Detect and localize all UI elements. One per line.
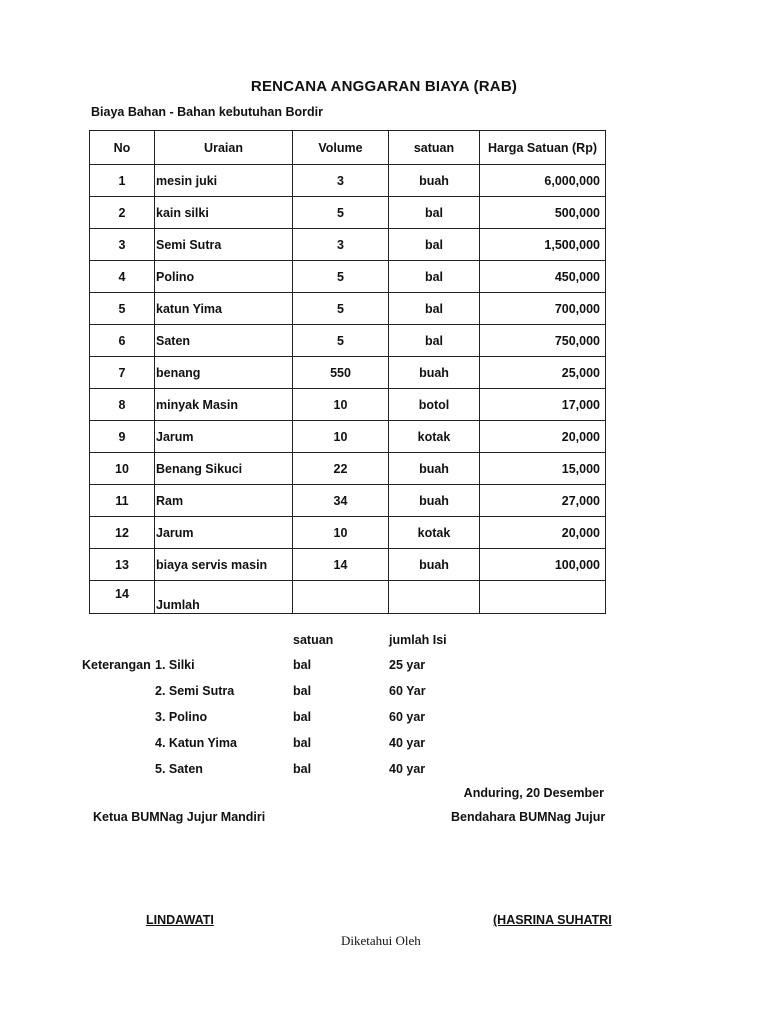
- cell-uraian: Semi Sutra: [155, 229, 293, 261]
- cell-no: 3: [90, 229, 155, 261]
- table-row: [90, 421, 606, 453]
- cell-harga: 27,000: [480, 485, 606, 517]
- cell-satuan: bal: [389, 197, 480, 229]
- cell-no: 7: [90, 357, 155, 389]
- cell-no: 1: [90, 165, 155, 197]
- cell-volume: 10: [293, 421, 389, 453]
- cell-volume: 5: [293, 261, 389, 293]
- cell-satuan: bal: [389, 293, 480, 325]
- cell-uraian: Ram: [155, 485, 293, 517]
- cell-uraian: mesin juki: [155, 165, 293, 197]
- table-total-row: [90, 581, 606, 614]
- place-date: Anduring, 20 Desember: [463, 786, 604, 800]
- table-header-row: [90, 131, 606, 165]
- cell-volume: 550: [293, 357, 389, 389]
- ket-isi: 25 yar: [389, 658, 426, 672]
- cell-volume: 5: [293, 293, 389, 325]
- cell-volume: 5: [293, 325, 389, 357]
- cell-uraian: Saten: [155, 325, 293, 357]
- cell-volume: 3: [293, 165, 389, 197]
- cell-uraian: minyak Masin: [155, 389, 293, 421]
- header-volume: Volume: [293, 131, 389, 165]
- cell-no: 6: [90, 325, 155, 357]
- ket-satuan: bal: [293, 762, 312, 776]
- cell-harga: 25,000: [480, 357, 606, 389]
- cell-harga: 100,000: [480, 549, 606, 581]
- cell-satuan: buah: [389, 485, 480, 517]
- cell-harga: 1,500,000: [480, 229, 606, 261]
- cell-harga: 500,000: [480, 197, 606, 229]
- cell-satuan: botol: [389, 389, 480, 421]
- ket-satuan: bal: [293, 658, 312, 672]
- ket-satuan: bal: [293, 710, 312, 724]
- total-amount: [480, 581, 606, 614]
- cell-satuan: bal: [389, 325, 480, 357]
- ket-item: 2. Semi Sutra: [155, 684, 235, 698]
- ket-satuan: bal: [293, 736, 312, 750]
- table-row: [90, 261, 606, 293]
- cell-volume: 10: [293, 517, 389, 549]
- cell-no: 13: [90, 549, 155, 581]
- cell-uraian: kain silki: [155, 197, 293, 229]
- cell-no: 10: [90, 453, 155, 485]
- left-signer-name: LINDAWATI: [146, 913, 214, 927]
- table-row: [90, 229, 606, 261]
- cell-no: 11: [90, 485, 155, 517]
- cell-uraian: Jarum: [155, 517, 293, 549]
- cell-uraian: Benang Sikuci: [155, 453, 293, 485]
- ket-isi: 40 yar: [389, 736, 426, 750]
- cell-uraian: katun Yima: [155, 293, 293, 325]
- cell-volume: [293, 581, 389, 614]
- table-row: [90, 357, 606, 389]
- ket-item: 3. Polino: [155, 710, 208, 724]
- left-signer-role: Ketua BUMNag Jujur Mandiri: [93, 810, 266, 824]
- total-label: Jumlah: [155, 581, 293, 614]
- cell-uraian: benang: [155, 357, 293, 389]
- cell-volume: 34: [293, 485, 389, 517]
- ket-header-satuan: satuan: [293, 633, 334, 647]
- table-row: [90, 549, 606, 581]
- cell-satuan: buah: [389, 549, 480, 581]
- table-row: [90, 389, 606, 421]
- cell-no: 14: [90, 581, 155, 614]
- cell-satuan: kotak: [389, 517, 480, 549]
- cell-harga: 6,000,000: [480, 165, 606, 197]
- cell-satuan: bal: [389, 229, 480, 261]
- cell-no: 9: [90, 421, 155, 453]
- cell-uraian: Jarum: [155, 421, 293, 453]
- cell-harga: 20,000: [480, 421, 606, 453]
- cell-harga: 450,000: [480, 261, 606, 293]
- cell-harga: 700,000: [480, 293, 606, 325]
- cell-satuan: buah: [389, 453, 480, 485]
- ket-satuan: bal: [293, 684, 312, 698]
- cell-harga: 750,000: [480, 325, 606, 357]
- cell-harga: 20,000: [480, 517, 606, 549]
- ket-item: 4. Katun Yima: [155, 736, 237, 750]
- cell-volume: 14: [293, 549, 389, 581]
- document-title: RENCANA ANGGARAN BIAYA (RAB): [250, 78, 518, 95]
- right-signer-role: Bendahara BUMNag Jujur: [451, 810, 606, 824]
- cell-volume: 3: [293, 229, 389, 261]
- cell-harga: 15,000: [480, 453, 606, 485]
- table-row: [90, 325, 606, 357]
- cell-no: 12: [90, 517, 155, 549]
- cell-satuan: kotak: [389, 421, 480, 453]
- ket-isi: 60 yar: [389, 710, 426, 724]
- cell-satuan: [389, 581, 480, 614]
- ket-header-isi: jumlah Isi: [389, 633, 447, 647]
- right-signer-name: (HASRINA SUHATRI: [493, 913, 612, 927]
- table-row: [90, 197, 606, 229]
- ket-item: 1. Silki: [155, 658, 195, 672]
- ket-label: Keterangan: [82, 658, 151, 672]
- cell-uraian: biaya servis masin: [155, 549, 293, 581]
- cell-satuan: buah: [389, 357, 480, 389]
- table-row: [90, 453, 606, 485]
- cell-no: 8: [90, 389, 155, 421]
- document-subtitle: Biaya Bahan - Bahan kebutuhan Bordir: [91, 105, 323, 119]
- cell-no: 2: [90, 197, 155, 229]
- known-by: Diketahui Oleh: [341, 933, 421, 948]
- budget-table: [89, 130, 606, 614]
- table-row: [90, 165, 606, 197]
- table-row: [90, 485, 606, 517]
- cell-no: 4: [90, 261, 155, 293]
- cell-satuan: bal: [389, 261, 480, 293]
- ket-isi: 60 Yar: [389, 684, 426, 698]
- cell-uraian: Polino: [155, 261, 293, 293]
- cell-volume: 10: [293, 389, 389, 421]
- cell-satuan: buah: [389, 165, 480, 197]
- cell-volume: 5: [293, 197, 389, 229]
- table-row: [90, 517, 606, 549]
- ket-item: 5. Saten: [155, 762, 203, 776]
- table-row: [90, 293, 606, 325]
- cell-no: 5: [90, 293, 155, 325]
- header-harga: Harga Satuan (Rp): [480, 131, 606, 165]
- header-satuan: satuan: [389, 131, 480, 165]
- header-uraian: Uraian: [155, 131, 293, 165]
- cell-harga: 17,000: [480, 389, 606, 421]
- cell-volume: 22: [293, 453, 389, 485]
- ket-isi: 40 yar: [389, 762, 426, 776]
- header-no: No: [90, 131, 155, 165]
